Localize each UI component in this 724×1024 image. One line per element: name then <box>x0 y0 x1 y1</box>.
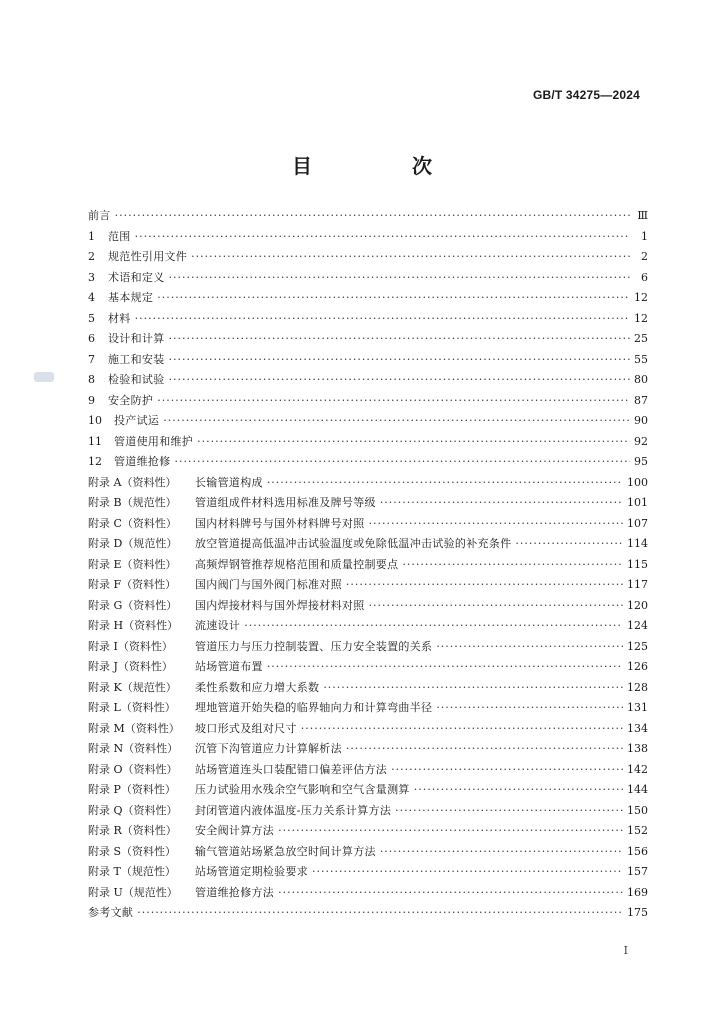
toc-entry-number: 附录 Q（资料性） <box>88 803 178 817</box>
dot-leader <box>380 493 623 514</box>
toc-entry[interactable] <box>88 268 648 289</box>
toc-entry-page: 25 <box>634 332 648 345</box>
dot-leader <box>346 739 623 760</box>
toc-entry-number: 12 <box>88 455 102 468</box>
dot-leader <box>191 247 630 268</box>
table-of-contents <box>88 206 648 924</box>
toc-entry-page: 2 <box>641 250 648 263</box>
dot-leader <box>137 903 623 924</box>
toc-entry-label: 沉管下沟管道应力计算解析法 <box>195 742 342 755</box>
dot-leader <box>197 432 630 453</box>
toc-entry-number: 附录 J（资料性） <box>88 660 173 673</box>
toc-entry-label: 站场管道布置 <box>195 660 263 673</box>
toc-entry[interactable] <box>88 596 648 617</box>
toc-entry-number: 附录 O（资料性） <box>88 762 178 776</box>
toc-entry[interactable] <box>88 555 648 576</box>
toc-entry-page: 142 <box>627 762 648 776</box>
toc-entry[interactable] <box>88 862 648 883</box>
toc-entry-label: 柔性系数和应力增大系数 <box>195 680 320 694</box>
toc-entry-number: 附录 R（资料性） <box>88 824 177 837</box>
toc-entry[interactable] <box>88 370 648 391</box>
toc-entry-number: 附录 S（资料性） <box>88 844 177 858</box>
toc-entry[interactable] <box>88 309 648 330</box>
toc-entry[interactable] <box>88 575 648 596</box>
toc-entry-label: 参考文献 <box>88 906 134 919</box>
toc-entry-label: 高频焊钢管推荐规格范围和质量控制要点 <box>195 557 399 571</box>
standard-code: GB/T 34275—2024 <box>532 88 640 102</box>
toc-entry-page: 144 <box>627 783 648 796</box>
toc-entry-number: 4 <box>88 291 95 304</box>
dot-leader <box>391 760 623 781</box>
toc-entry-label: 管道维抢修 <box>114 455 171 468</box>
toc-entry[interactable] <box>88 391 648 412</box>
toc-entry[interactable] <box>88 350 648 371</box>
dot-leader <box>395 801 623 822</box>
dot-leader <box>115 206 630 227</box>
toc-entry[interactable] <box>88 206 648 227</box>
dot-leader <box>436 637 623 658</box>
toc-entry-page: 175 <box>627 906 648 919</box>
dot-leader <box>278 821 623 842</box>
toc-entry[interactable] <box>88 821 648 842</box>
toc-entry-page: 131 <box>627 701 648 714</box>
toc-entry[interactable] <box>88 739 648 760</box>
toc-entry-label: 规范性引用文件 <box>108 250 188 263</box>
dot-leader <box>301 719 623 740</box>
toc-entry[interactable] <box>88 637 648 658</box>
toc-entry-label: 放空管道提高低温冲击试验温度或免除低温冲击试验的补充条件 <box>195 537 512 550</box>
toc-entry-label: 输气管道站场紧急放空时间计算方法 <box>195 844 376 858</box>
dot-leader <box>175 452 631 473</box>
toc-entry-page: 80 <box>634 373 648 386</box>
toc-entry-label: 站场管道连头口装配错口偏差评估方法 <box>195 762 388 776</box>
toc-entry[interactable] <box>88 903 648 924</box>
toc-entry[interactable] <box>88 514 648 535</box>
toc-entry-number: 5 <box>88 311 95 325</box>
toc-entry-label: 前言 <box>88 209 111 222</box>
dot-leader <box>169 268 631 289</box>
toc-entry-label: 管道维抢修方法 <box>195 885 275 899</box>
dot-leader <box>244 616 623 637</box>
toc-entry-number: 1 <box>88 229 95 243</box>
toc-entry[interactable] <box>88 698 648 719</box>
toc-entry-page: 92 <box>634 434 648 448</box>
toc-entry[interactable] <box>88 288 648 309</box>
toc-entry-page: 12 <box>634 311 648 325</box>
toc-entry-label: 投产试运 <box>114 414 160 427</box>
toc-entry-page: 169 <box>627 885 648 899</box>
toc-entry-page: 114 <box>627 537 648 550</box>
toc-entry-page: 128 <box>627 680 648 694</box>
toc-entry-label: 坡口形式及组对尺寸 <box>195 721 297 735</box>
dot-leader <box>402 555 623 576</box>
toc-entry-label: 国内焊接材料与国外焊接材料对照 <box>195 598 365 612</box>
toc-entry-label: 安全阀计算方法 <box>195 824 275 837</box>
toc-entry-label: 施工和安装 <box>108 352 165 366</box>
toc-entry-number: 10 <box>88 414 102 427</box>
toc-entry-page: 90 <box>634 414 648 427</box>
dot-leader <box>267 657 623 678</box>
toc-entry-number: 附录 N（资料性） <box>88 742 179 755</box>
toc-entry-page: 152 <box>627 824 648 837</box>
toc-entry-page: 1 <box>641 229 648 243</box>
toc-entry[interactable] <box>88 534 648 555</box>
toc-entry-page: 120 <box>627 598 648 612</box>
toc-entry-number: 附录 L（资料性） <box>88 701 176 714</box>
toc-entry-number: 7 <box>88 352 95 366</box>
toc-entry-number: 8 <box>88 373 95 386</box>
toc-entry-page: 157 <box>627 865 648 878</box>
dot-leader <box>414 780 623 801</box>
toc-entry-label: 长输管道构成 <box>195 475 263 489</box>
dot-leader <box>369 514 624 535</box>
toc-entry[interactable] <box>88 719 648 740</box>
toc-entry-page: 107 <box>627 516 648 530</box>
toc-entry-number: 附录 D（规范性） <box>88 537 178 550</box>
toc-entry-number: 附录 G（资料性） <box>88 598 178 612</box>
toc-entry-number: 附录 H（资料性） <box>88 619 179 632</box>
toc-entry-label: 范围 <box>108 229 131 243</box>
toc-entry-number: 附录 K（规范性） <box>88 680 177 694</box>
toc-entry-number: 附录 U（规范性） <box>88 885 178 899</box>
toc-entry-label: 埋地管道开始失稳的临界轴向力和计算弯曲半径 <box>195 701 433 714</box>
dot-leader <box>135 227 630 248</box>
dot-leader <box>157 288 630 309</box>
dot-leader <box>323 678 623 699</box>
toc-entry-number: 附录 F（资料性） <box>88 578 177 591</box>
toc-entry-page: Ⅲ <box>637 209 648 222</box>
toc-entry-label: 设计和计算 <box>108 332 165 345</box>
dot-leader <box>436 698 623 719</box>
dot-leader <box>169 350 631 371</box>
toc-entry[interactable] <box>88 883 648 904</box>
dot-leader <box>380 842 623 863</box>
toc-entry-label: 流速设计 <box>195 619 241 632</box>
toc-entry-page: 125 <box>627 639 648 653</box>
dot-leader <box>163 411 630 432</box>
toc-entry-page: 126 <box>627 660 648 673</box>
toc-entry-page: 156 <box>627 844 648 858</box>
toc-entry-page: 6 <box>641 270 648 284</box>
dot-leader <box>169 329 631 350</box>
toc-entry-page: 95 <box>634 455 648 468</box>
toc-entry[interactable] <box>88 678 648 699</box>
toc-entry-page: 12 <box>634 291 648 304</box>
toc-entry-label: 管道使用和维护 <box>114 434 194 448</box>
toc-entry-label: 检验和试验 <box>108 373 165 386</box>
toc-entry[interactable] <box>88 411 648 432</box>
toc-entry-page: 55 <box>634 352 648 366</box>
dot-leader <box>278 883 623 904</box>
toc-entry[interactable] <box>88 780 648 801</box>
toc-entry[interactable] <box>88 760 648 781</box>
page-number: I <box>623 944 628 957</box>
toc-entry-number: 附录 P（资料性） <box>88 783 176 796</box>
toc-entry[interactable] <box>88 452 648 473</box>
toc-entry-number: 附录 T（规范性） <box>88 865 176 878</box>
toc-entry[interactable] <box>88 473 648 494</box>
toc-entry-label: 站场管道定期检验要求 <box>195 865 308 878</box>
page-title: 目 次 <box>292 154 472 178</box>
toc-entry[interactable] <box>88 247 648 268</box>
toc-entry-number: 附录 I（资料性） <box>88 639 173 653</box>
toc-entry-label: 安全防护 <box>108 393 154 407</box>
toc-entry-page: 150 <box>627 803 648 817</box>
toc-entry-number: 9 <box>88 393 95 407</box>
toc-entry-page: 117 <box>627 578 648 591</box>
toc-entry-page: 124 <box>627 619 648 632</box>
toc-entry-number: 11 <box>88 434 102 448</box>
toc-entry-page: 134 <box>627 721 648 735</box>
toc-entry[interactable] <box>88 493 648 514</box>
dot-leader <box>346 575 623 596</box>
toc-entry-label: 国内阀门与国外阀门标准对照 <box>195 578 342 591</box>
toc-entry-label: 压力试验用水残余空气影响和空气含量测算 <box>195 783 410 796</box>
toc-entry-label: 管道压力与压力控制装置、压力安全装置的关系 <box>195 639 433 653</box>
toc-entry-number: 附录 E（资料性） <box>88 557 177 571</box>
toc-entry[interactable] <box>88 657 648 678</box>
toc-entry-label: 管道组成件材料选用标准及牌号等级 <box>195 496 376 509</box>
dot-leader <box>312 862 623 883</box>
toc-entry[interactable] <box>88 616 648 637</box>
toc-entry-label: 封闭管道内液体温度-压力关系计算方法 <box>195 803 392 817</box>
toc-entry-number: 2 <box>88 250 95 263</box>
toc-entry-page: 101 <box>627 496 648 509</box>
toc-entry-label: 术语和定义 <box>108 270 165 284</box>
toc-entry-number: 附录 B（规范性） <box>88 496 177 509</box>
dot-leader <box>267 473 623 494</box>
dot-leader <box>369 596 624 617</box>
watermark-logo <box>34 372 54 382</box>
dot-leader <box>169 370 631 391</box>
toc-entry[interactable] <box>88 801 648 822</box>
toc-entry-page: 138 <box>627 742 648 755</box>
toc-entry-label: 国内材料牌号与国外材料牌号对照 <box>195 516 365 530</box>
dot-leader <box>135 309 630 330</box>
dot-leader <box>157 391 630 412</box>
toc-entry-page: 115 <box>627 557 648 571</box>
toc-entry-number: 附录 C（资料性） <box>88 516 177 530</box>
toc-entry[interactable] <box>88 329 648 350</box>
toc-entry[interactable] <box>88 227 648 248</box>
toc-entry-number: 3 <box>88 270 95 284</box>
toc-entry-number: 附录 M（资料性） <box>88 721 180 735</box>
toc-entry-page: 87 <box>634 393 648 407</box>
toc-entry[interactable] <box>88 432 648 453</box>
toc-entry[interactable] <box>88 842 648 863</box>
toc-entry-number: 6 <box>88 332 95 345</box>
toc-entry-label: 材料 <box>108 311 131 325</box>
toc-entry-label: 基本规定 <box>108 291 154 304</box>
toc-entry-number: 附录 A（资料性） <box>88 475 177 489</box>
toc-entry-page: 100 <box>627 475 648 489</box>
dot-leader <box>515 534 623 555</box>
